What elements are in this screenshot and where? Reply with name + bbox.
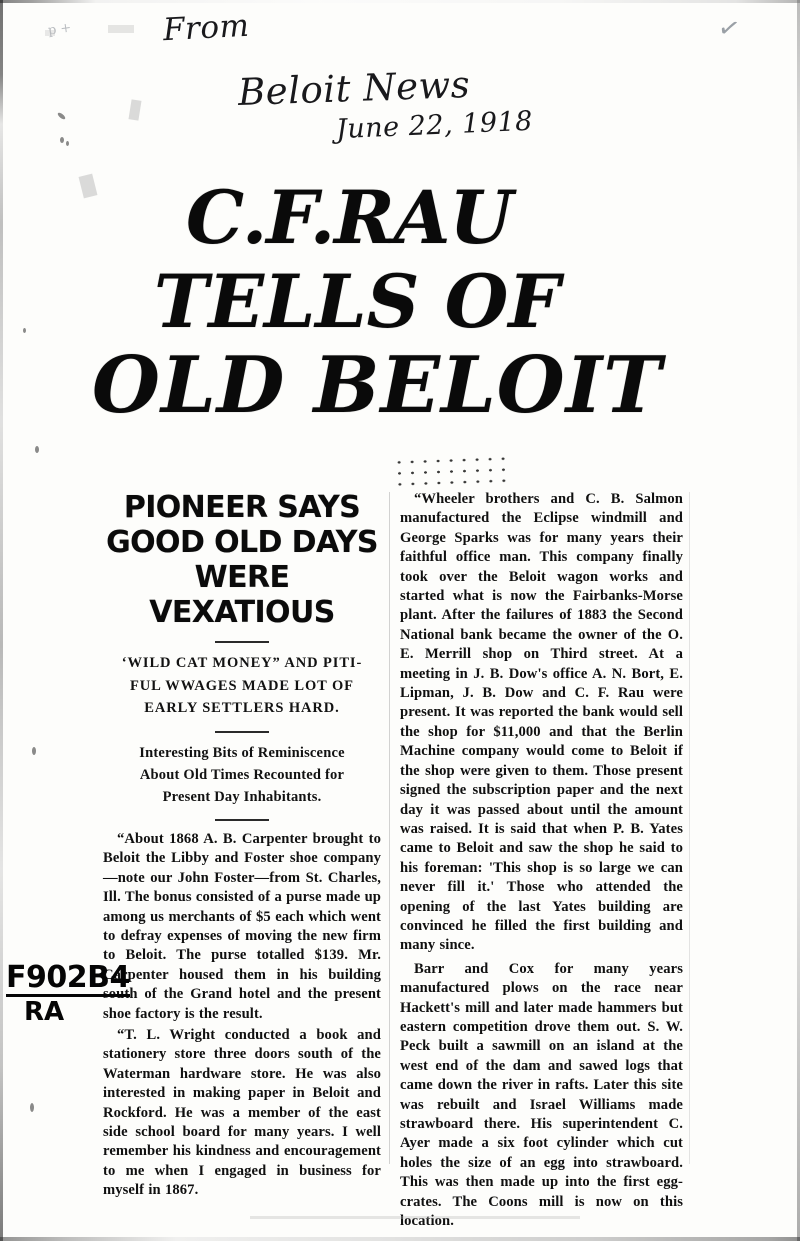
- sub-headline-line-1: PIONEER SAYS: [123, 490, 361, 525]
- margin-tick-mark: p +: [47, 20, 73, 39]
- call-number-text: F902B4: [6, 960, 130, 995]
- deck-divider-rule-1: [215, 641, 269, 643]
- checkmark-icon: ✓: [715, 12, 743, 46]
- headline-line-2: TELLS OF: [154, 259, 561, 346]
- sub-headline: [103, 490, 381, 630]
- deck-one-line-2: FUL WWAGES MADE LOT OF: [130, 677, 354, 694]
- deck-divider-rule-2: [215, 731, 269, 733]
- archival-call-number-stamp: [6, 960, 130, 1027]
- scan-speck: [23, 328, 26, 333]
- scan-smudge: [128, 99, 141, 120]
- scan-smudge: [250, 1216, 580, 1219]
- deck-two: [103, 742, 381, 808]
- deck-one-line-3: EARLY SETTLERS HARD.: [144, 700, 340, 717]
- main-headline: [0, 175, 800, 432]
- column-divider-rule: [389, 492, 390, 1164]
- handwritten-publication-date: June 22, 1918: [335, 105, 534, 146]
- scan-speck: [66, 141, 69, 146]
- article-paragraph: “Wheeler brothers and C. B. Salmon manufactured the Eclipse windmill and George Sparks was for many years their faithful office man. This company finally took over the Beloit wagon works and started what is now the Fairbanks-Morse plant. After the failures of 1883 the Second National bank became the owner of the O. E. Merrill shop on Third street. At a meeting in J. B. Dow's office A. N. Bort, E. Lipman, J. B. Dow and C. F. Rau were present. It was reported the bank would sell the shop for $11,000 and that the Berlin Machine company would come to Beloit if the shop were given to them. Those present signed the subscription paper and the next day it was passed about until the amount was raised. It is said that when P. B. Yates came to Beloit and saw the shop he said to his foreman: 'This shop is so large we can never fill it.' Those who attended the opening of the last Yates building are convinced he filled the first building and many since.: [400, 491, 683, 954]
- scan-edge-bottom: [0, 1237, 800, 1241]
- deck-one: [103, 652, 381, 719]
- article-paragraph: “T. L. Wright conducted a book and stationery store three doors south of the Waterman hardware store. He was also interested in making paper in Beloit and Rockford. He was a member of the east side school board for many years. I well remember his kindness and encouragement to me when I engaged in business for myself in 1867.: [103, 1026, 381, 1199]
- deck-one-line-1: ‘WILD CAT MONEY” AND PITI-: [121, 655, 363, 672]
- sub-headline-line-2: GOOD OLD DAYS: [106, 525, 378, 561]
- call-number-subcode: RA: [24, 997, 65, 1027]
- article-paragraph: “About 1868 A. B. Carpenter brought to Beloit the Libby and Foster shoe company—note our John Foster—from St. Charles, Ill. The bonus consisted of a purse made up among us merchants of $5 each which went to defray expenses of moving the new firm to Beloit. The purse totalled $139. Mr. Carpenter housed them in his building south of the Grand hotel and the present shoe factory is the result.: [103, 830, 381, 1022]
- scan-smudge: [45, 30, 55, 36]
- headline-line-3: OLD BELOIT: [92, 340, 663, 432]
- scan-speck: [57, 112, 67, 121]
- article-paragraph: Barr and Cox for many years manufactured plows on the race near Hackett's mill and later made hammers but eastern competition drove them out. S. W. Peck built a sawmill on an island at the west end of the dam and sawed logs that came down the river in rafts. Later this site was rebuilt and Israel Williams made strawboard there. His superintendent C. Ayer made a six foot cylinder which cut holes the size of an egg into strawboard. This was then made up into the first egg-crates. The Coons mill is now on this location.: [400, 960, 683, 1230]
- scan-speck: [35, 446, 39, 453]
- column-left: [103, 490, 381, 1203]
- deck-two-line-2: About Old Times Recounted for: [139, 766, 345, 783]
- deck-two-line-1: Interesting Bits of Reminiscence: [139, 744, 345, 761]
- decorative-dot-pattern: [392, 453, 513, 491]
- column-right: [400, 490, 683, 1235]
- scan-speck: [30, 1103, 34, 1112]
- headline-line-1: C.F.RAU: [186, 175, 513, 261]
- scan-edge-top: [0, 0, 800, 3]
- column-outer-rule: [689, 492, 690, 1164]
- handwritten-publication-name: Beloit News: [237, 62, 471, 115]
- deck-divider-rule-3: [215, 819, 269, 821]
- handwritten-from-label: From: [162, 7, 251, 49]
- deck-two-line-3: Present Day Inhabitants.: [162, 788, 322, 805]
- sub-headline-line-3: WERE VEXATIOUS: [149, 560, 335, 631]
- scan-speck: [60, 137, 64, 143]
- scan-speck: [32, 747, 36, 755]
- scan-smudge: [108, 25, 134, 33]
